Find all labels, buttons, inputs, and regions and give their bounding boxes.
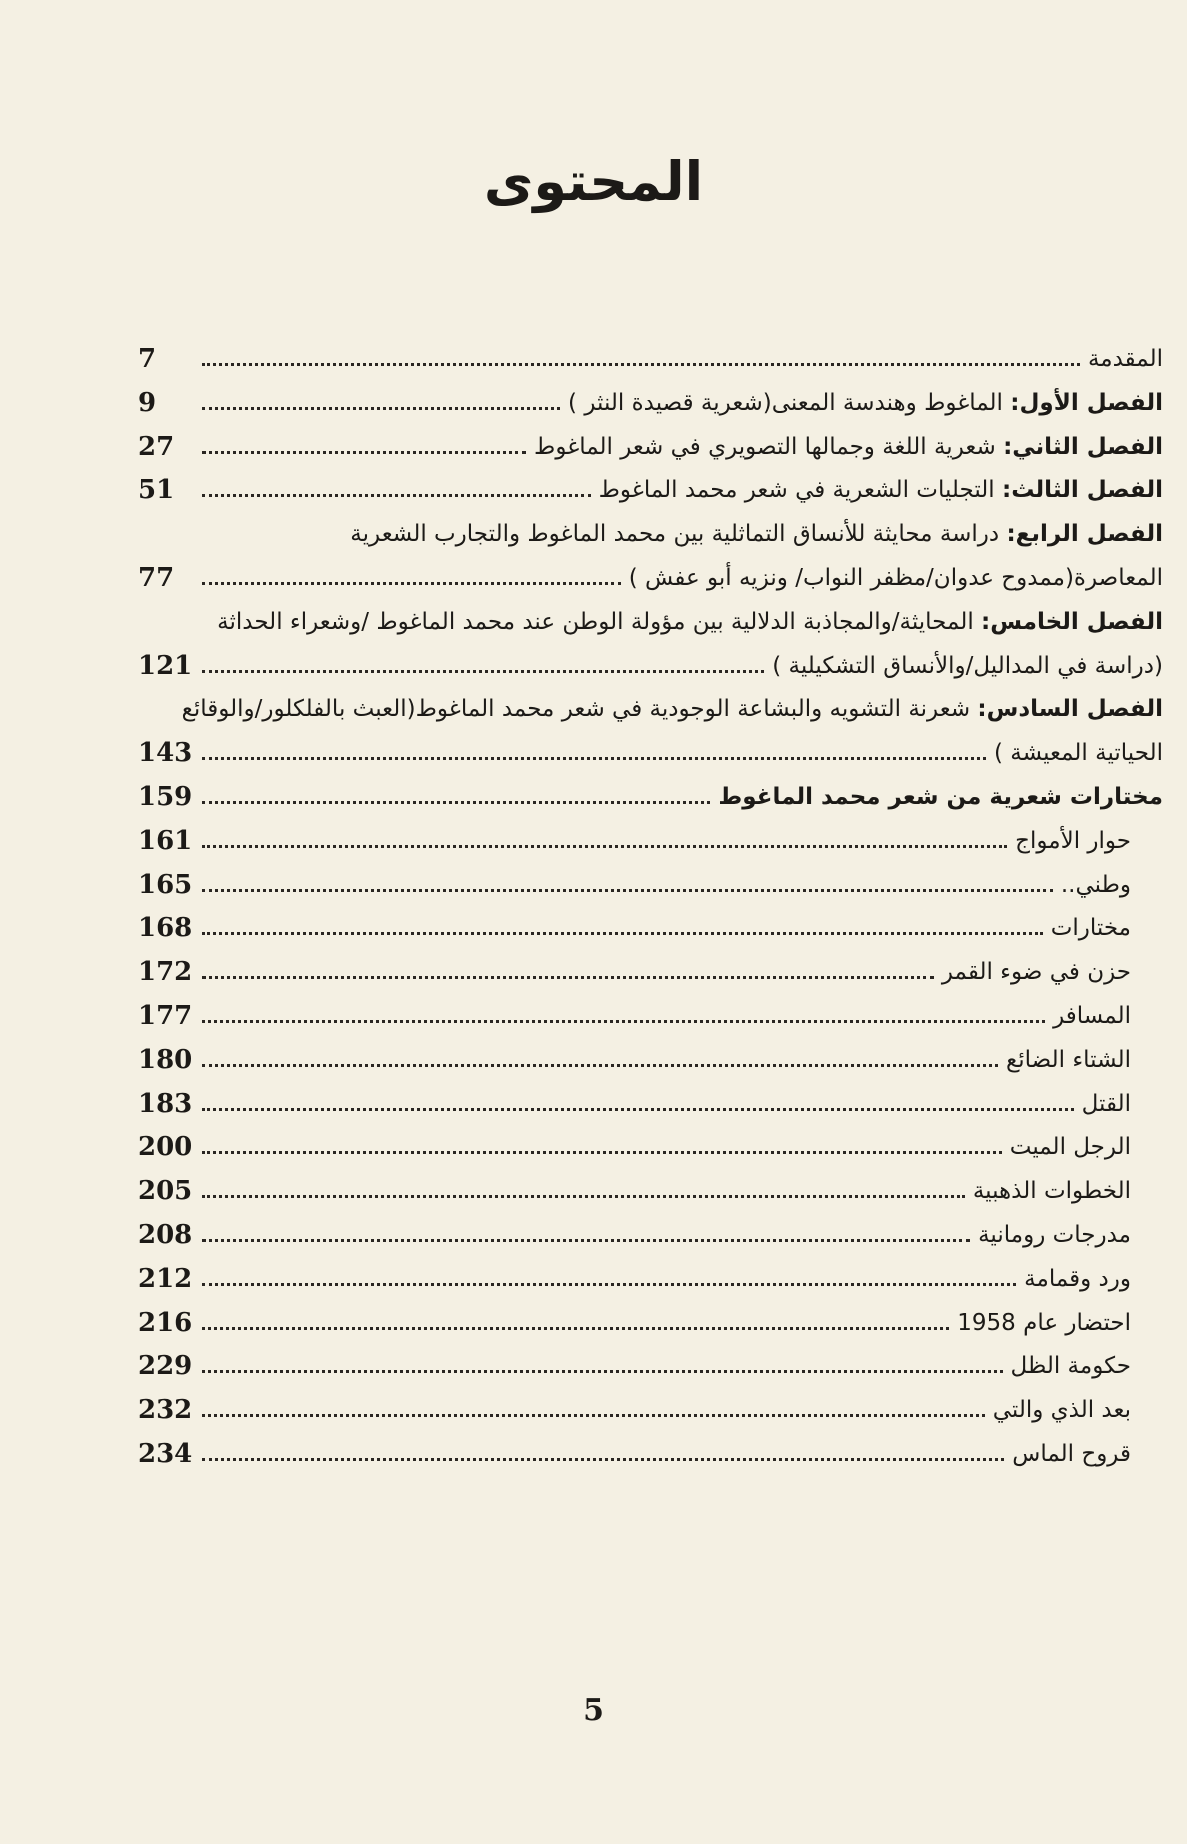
toc-entry (138, 768, 1163, 812)
toc-entry (138, 1075, 1163, 1119)
page-title: المحتوى (483, 150, 704, 213)
toc-entry-title (182, 694, 1163, 724)
toc-entry-text: دراسة محايثة للأنساق التماثلية بين محمد الماغوط والتجارب الشعرية (350, 521, 1007, 548)
toc-entry (138, 330, 1163, 374)
toc-page-number: 212 (138, 1263, 193, 1294)
toc-entry (138, 637, 1163, 681)
toc-entry (138, 1381, 1163, 1425)
toc-entry-title (993, 1395, 1131, 1425)
toc-entry-text: حوار الأمواج (1015, 827, 1131, 854)
toc-entry (138, 943, 1163, 987)
dot-leader (202, 1458, 1004, 1461)
dot-leader (202, 582, 621, 585)
toc-entry-text: حكومة الظل (1010, 1353, 1131, 1380)
toc-page-number: 121 (138, 650, 193, 681)
toc-entry-text: احتضار عام 1958 (957, 1309, 1131, 1336)
toc-page-number: 77 (138, 563, 175, 593)
dot-leader (202, 757, 986, 760)
toc-entry (138, 1337, 1163, 1381)
toc-entry-title (350, 519, 1163, 549)
toc-page-number: 229 (138, 1351, 193, 1382)
toc-entry-text: مختارات (1050, 915, 1131, 942)
dot-leader (202, 1283, 1016, 1286)
toc-page-number: 200 (138, 1132, 193, 1163)
dot-leader (202, 1370, 1003, 1373)
dot-leader (202, 670, 764, 673)
toc-entry (138, 1118, 1163, 1162)
toc-entry-title (1082, 1089, 1131, 1119)
toc-page-number: 180 (138, 1044, 193, 1075)
toc-page-number: 51 (138, 475, 175, 506)
toc-entry-title (1012, 1439, 1131, 1469)
toc-entry-title (957, 1308, 1131, 1338)
toc-entry (138, 1031, 1163, 1075)
dot-leader (202, 889, 1053, 892)
toc-chapter-prefix: الفصل الثالث: (1002, 477, 1163, 504)
toc-entry-text: حزن في ضوء القمر (941, 959, 1131, 986)
dot-leader (202, 407, 560, 410)
toc-entry-text: مدرجات رومانية (978, 1222, 1131, 1248)
toc-entry (138, 549, 1163, 593)
toc-entry-text: قروح الماس (1012, 1441, 1131, 1467)
dot-leader (202, 1020, 1045, 1023)
dot-leader (202, 932, 1043, 935)
toc-page-number: 232 (138, 1395, 193, 1426)
toc-entry-title (1006, 1045, 1131, 1075)
toc-page-number: 159 (138, 782, 193, 812)
page-number: 5 (583, 1693, 604, 1728)
dot-leader (202, 494, 591, 497)
toc-entry-text: المعاصرة(ممدوح عدوان/مظفر النواب/ ونزيه أبو عفش ) (628, 565, 1163, 591)
toc-entry (138, 856, 1163, 900)
toc-entry-text: (دراسة في المداليل/والأنساق التشكيلية ) (772, 652, 1163, 679)
toc-entry-text: بعد الذي والتي (992, 1397, 1131, 1424)
toc-entry (138, 724, 1163, 768)
toc-page-number: 7 (138, 344, 157, 374)
toc-entry-text: مختارات شعرية من شعر محمد الماغوط (718, 784, 1163, 810)
toc-entry-text: شعرية اللغة وجمالها التصويري في شعر الماغوط (534, 433, 1004, 460)
toc-entry-text: شعرنة التشويه والبشاعة الوجودية في شعر محمد الماغوط(العبث بالفلكلور/والوقائع (181, 696, 978, 723)
toc-page-number: 165 (138, 869, 193, 900)
toc-page-number: 27 (138, 431, 175, 462)
toc-page-number: 161 (138, 825, 193, 856)
toc-chapter-prefix: الفصل الرابع: (1006, 521, 1163, 548)
toc-page-number: 208 (138, 1220, 193, 1250)
toc-entry-text: الشتاء الضائع (1006, 1046, 1131, 1073)
dot-leader (202, 1414, 985, 1417)
toc-entry-title (1053, 1001, 1131, 1031)
toc-entry-title (1010, 1132, 1131, 1162)
toc-entry-text: المقدمة (1087, 346, 1163, 372)
dot-leader (202, 1327, 949, 1330)
toc-entry-text: التجليات الشعرية في شعر محمد الماغوط (598, 477, 1002, 504)
toc-entry-title (978, 1220, 1131, 1250)
toc-page-number: 172 (138, 957, 193, 988)
toc-entry (138, 987, 1163, 1031)
toc-page-number: 177 (138, 1001, 193, 1031)
toc-entry-title (1015, 826, 1131, 856)
toc-chapter-prefix: الفصل الثاني: (1003, 433, 1163, 460)
toc-entry (138, 505, 1163, 549)
toc-entry-title (994, 738, 1163, 768)
toc-entry-text: الخطوات الذهبية (972, 1178, 1131, 1205)
toc-entry (138, 1425, 1163, 1469)
toc-entry (138, 1294, 1163, 1338)
toc-page-number: 216 (138, 1307, 193, 1338)
toc-page-number: 168 (138, 913, 193, 944)
dot-leader (202, 845, 1007, 848)
toc-entry-title (629, 563, 1163, 593)
toc-page-number: 205 (138, 1176, 193, 1207)
toc-entry-text: ورد وقمامة (1024, 1265, 1131, 1292)
toc-chapter-prefix: الفصل الخامس: (981, 608, 1163, 635)
toc-page-number: 9 (138, 387, 157, 418)
toc-entry-title (217, 607, 1163, 637)
toc-entry-title (568, 388, 1163, 418)
toc-entry-text: الرجل الميت (1009, 1134, 1131, 1161)
toc-entry (138, 418, 1163, 462)
toc-page-number: 234 (138, 1439, 193, 1469)
toc-entry-title (942, 957, 1131, 987)
toc-entry (138, 593, 1163, 637)
toc-chapter-prefix: الفصل الأول: (1010, 389, 1163, 416)
toc-page-number: 143 (138, 738, 193, 769)
toc-chapter-prefix: الفصل السادس: (977, 696, 1163, 723)
toc-entry-title (534, 432, 1163, 462)
dot-leader (202, 801, 710, 804)
toc-entry-title (1051, 913, 1131, 943)
toc-entry-text: المحايثة/والمجاذبة الدلالية بين مؤولة الوطن عند محمد الماغوط /وشعراء الحداثة (217, 608, 982, 635)
toc-entry-title (1088, 344, 1163, 374)
toc-entry (138, 461, 1163, 505)
toc-entry (138, 1250, 1163, 1294)
toc-entry-text: الماغوط وهندسة المعنى(شعرية قصيدة النثر ) (568, 389, 1011, 416)
toc-entry-title (973, 1176, 1131, 1206)
toc-entry-title (1024, 1264, 1131, 1294)
toc-entry-title (599, 475, 1163, 505)
toc-page-number: 183 (138, 1088, 193, 1119)
toc-entry (138, 374, 1163, 418)
toc-entry-title (1061, 870, 1131, 900)
toc-entry-text: المسافر (1053, 1003, 1131, 1029)
toc-entry (138, 899, 1163, 943)
dot-leader (202, 1195, 965, 1198)
toc-entry-text: الحياتية المعيشة ) (993, 740, 1163, 767)
dot-leader (202, 1064, 998, 1067)
dot-leader (202, 363, 1080, 366)
toc-entry-text: وطني.. (1060, 871, 1131, 898)
dot-leader (202, 976, 934, 979)
dot-leader (202, 1108, 1074, 1111)
dot-leader (202, 1151, 1002, 1154)
toc-entry-title (718, 782, 1163, 812)
toc-entry (138, 1162, 1163, 1206)
toc-entry-title (1011, 1351, 1131, 1381)
toc-entry-title (772, 651, 1163, 681)
toc-entry (138, 1206, 1163, 1250)
toc-entry (138, 680, 1163, 724)
dot-leader (202, 1239, 970, 1242)
dot-leader (202, 451, 526, 454)
toc-entry-text: القتل (1081, 1090, 1131, 1117)
toc-entry (138, 812, 1163, 856)
